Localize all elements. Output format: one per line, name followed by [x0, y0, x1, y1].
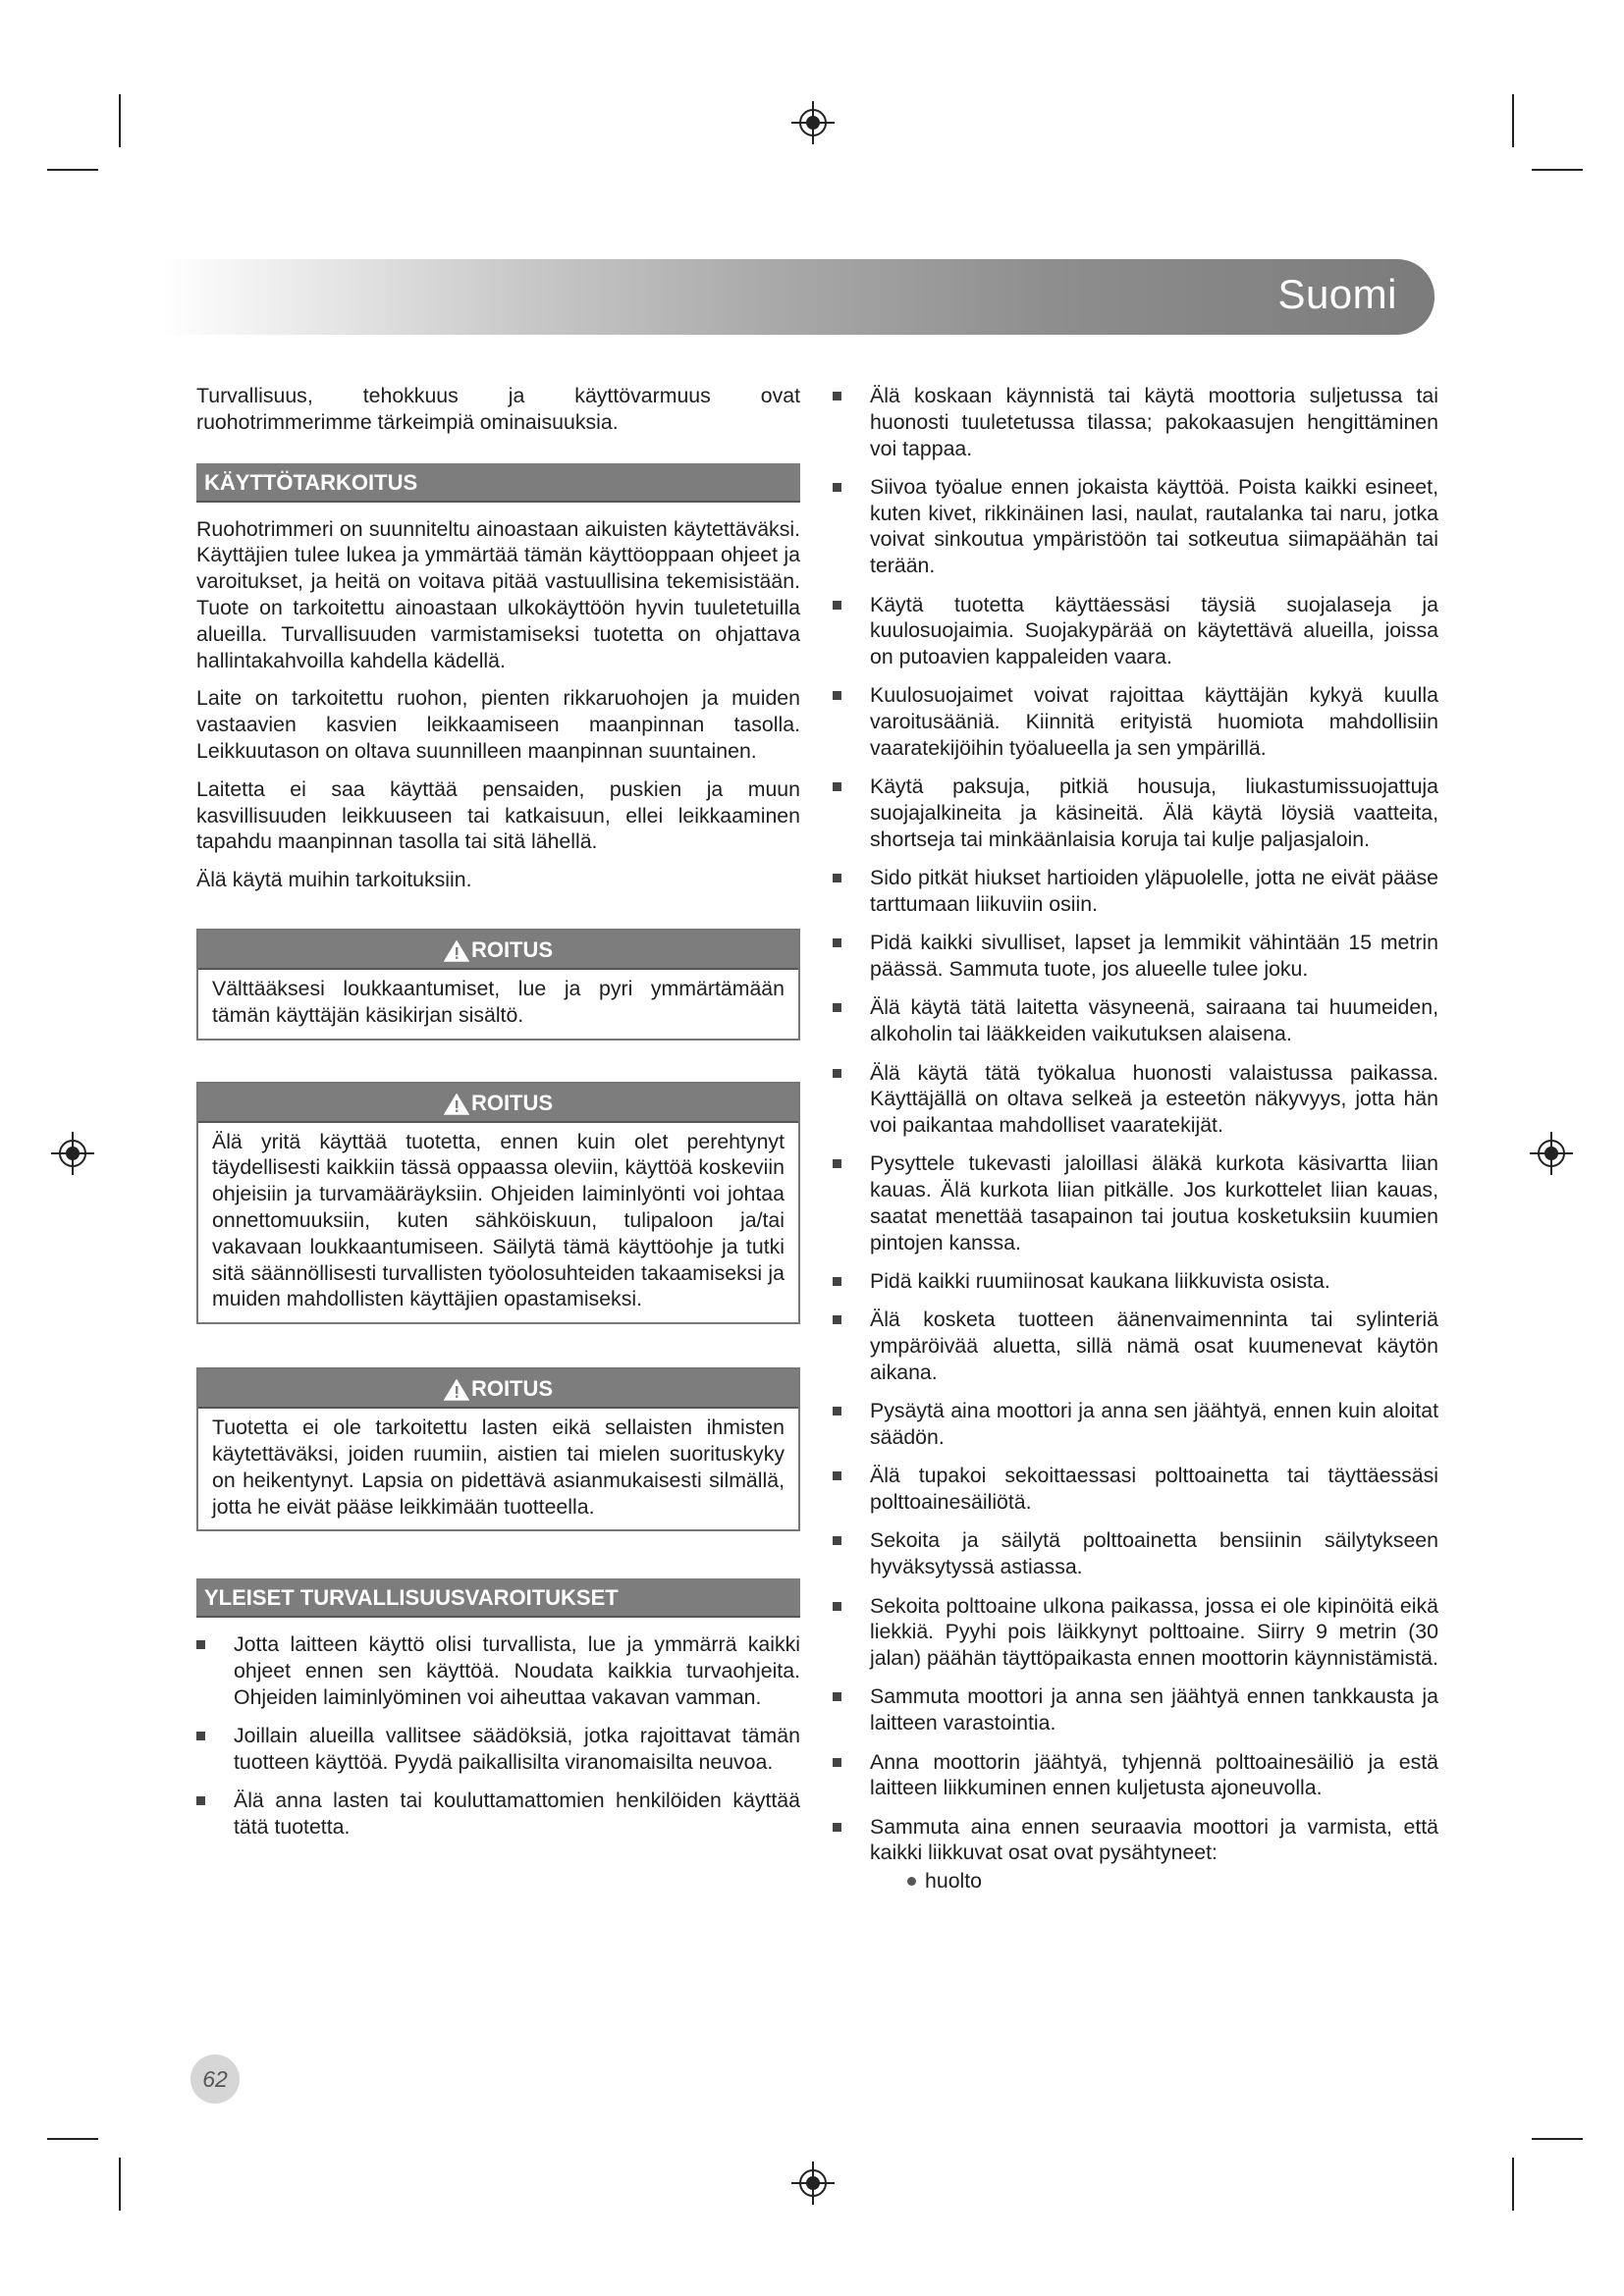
list-item: Kuulosuojaimet voivat rajoittaa käyttäjän kykyä kuulla varoitusääniä. Kiinnitä erityistä huomiota mahdollisiin vaaratekijöihin työalueella ja sen ympärillä. — [833, 682, 1438, 761]
list-item: Käytä paksuja, pitkiä housuja, liukastumissuojattuja suojajalkineita ja käsineitä. Älä käytä löysiä vaatteita, shortseja tai minkäänlaisia koruja tai kulje paljasjaloin. — [833, 774, 1438, 852]
list-item: Pidä kaikki sivulliset, lapset ja lemmikit vähintään 15 metrin päässä. Sammuta tuote, jos alueelle tulee joku. — [833, 930, 1438, 983]
right-column — [833, 383, 1438, 1907]
language-title: Suomi — [1277, 271, 1397, 317]
list-item: Sekoita polttoaine ulkona paikassa, jossa ei ole kipinöitä eikä liekkiä. Pyyhi pois läikkynyt polttoaine. Siirry 9 metrin (30 jalan) päähän täyttöpaikasta ennen moottorin käynnistämistä. — [833, 1593, 1438, 1672]
registration-mark-icon — [1530, 1132, 1573, 1175]
page-number: 62 — [190, 2055, 240, 2104]
crop-mark — [47, 2138, 98, 2140]
warning-header — [198, 931, 798, 970]
crop-mark — [47, 169, 98, 171]
crop-mark — [1512, 2158, 1514, 2211]
purpose-paragraph: Älä käytä muihin tarkoituksiin. — [196, 868, 472, 892]
general-warnings-list-right — [833, 383, 1438, 1895]
list-item: Sammuta moottori ja anna sen jäähtyä ennen tankkausta ja laitteen varastointia. — [833, 1683, 1438, 1736]
crop-mark — [119, 94, 121, 147]
crop-mark — [1512, 94, 1514, 147]
list-item: Pysäytä aina moottori ja anna sen jäähtyä, ennen kuin aloitat säädön. — [833, 1398, 1438, 1451]
warning-label: ROITUS — [470, 936, 554, 962]
warning-box — [196, 1082, 800, 1325]
warning-header — [198, 1084, 798, 1123]
crop-mark — [1532, 2138, 1583, 2140]
list-item: Älä tupakoi sekoittaessasi polttoainetta tai täyttäessäsi polttoainesäiliötä. — [833, 1463, 1438, 1516]
purpose-paragraph: Laite on tarkoitettu ruohon, pienten rikkaruohojen ja muiden vastaavien kasvien leikkaamiseen maanpinnan tasolla. Leikkuutason on oltava suunnilleen maanpinnan suuntainen. — [196, 686, 800, 763]
list-item — [833, 1814, 1438, 1895]
warning-triangle-icon — [444, 1379, 469, 1401]
list-item: Älä kosketa tuotteen äänenvaimenninta tai sylinteriä ympäröivää aluetta, sillä nämä osat kuumenevat käytön aikana. — [833, 1307, 1438, 1385]
warning-triangle-icon — [444, 940, 469, 962]
list-item: Joillain alueilla vallitsee säädöksiä, jotka rajoittavat tämän tuotteen käyttöä. Pyydä paikallisilta viranomaisilta neuvoa. — [196, 1723, 800, 1776]
list-item-text: Sammuta aina ennen seuraavia moottori ja varmista, että kaikki liikkuvat osat ovat pysähtyneet: — [870, 1814, 1438, 1865]
warning-box — [196, 1367, 800, 1531]
left-column — [196, 383, 800, 1852]
list-item: Pidä kaikki ruumiinosat kaukana liikkuvista osista. — [833, 1268, 1438, 1295]
sub-list — [870, 1868, 1438, 1895]
registration-mark-icon — [791, 2162, 835, 2205]
list-item: Älä koskaan käynnistä tai käytä moottoria suljetussa tai huonosti tuuletetussa tilassa; pakokaasujen hengittäminen voi tappaa. — [833, 383, 1438, 461]
language-banner — [162, 259, 1435, 335]
warning-text: Välttääksesi loukkaantumiset, lue ja pyri ymmärtämään tämän käyttäjän käsikirjan sisältö. — [212, 976, 785, 1027]
purpose-heading: KÄYTTÖTARKOITUS — [196, 463, 800, 503]
purpose-paragraph: Laitetta ei saa käyttää pensaiden, puskien ja muun kasvillisuuden leikkuuseen tai katkaisuun, ellei leikkaaminen tapahdu maanpinnan tasolla tai sitä lähellä. — [196, 776, 800, 854]
warning-label: ROITUS — [470, 1376, 554, 1402]
list-item: Pysyttele tukevasti jaloillasi äläkä kurkota käsivartta liian kauas. Älä kurkota liian pitkälle. Jos kurkottelet liian kauas, saatat menettää tasapainon tai joutua kosketuksiin kuumien pintojen kanssa. — [833, 1150, 1438, 1255]
warning-triangle-icon — [444, 1094, 469, 1115]
list-item: Käytä tuotetta käyttäessäsi täysiä suojalaseja ja kuulosuojaimia. Suojakypärää on käytettävä alueilla, joissa on putoavien kappaleiden vaara. — [833, 592, 1438, 670]
list-item: Sido pitkät hiukset hartioiden yläpuolelle, jotta ne eivät pääse tarttumaan liikuviin osiin. — [833, 865, 1438, 918]
registration-mark-icon — [51, 1132, 94, 1175]
list-item: Älä käytä tätä laitetta väsyneenä, sairaana tai huumeiden, alkoholin tai lääkkeiden vaikutuksen alaisena. — [833, 994, 1438, 1047]
registration-mark-icon — [791, 101, 835, 144]
intro-paragraph: Turvallisuus, tehokkuus ja käyttövarmuus ovat ruohotrimmerimme tärkeimpiä ominaisuuksia. — [196, 384, 800, 434]
warning-header — [198, 1369, 798, 1409]
purpose-paragraph: Ruohotrimmeri on suunniteltu ainoastaan aikuisten käytettäväksi. Käyttäjien tulee lukea ja ymmärtää tämän käyttöoppaan ohjeet ja varoitukset, ja heitä on voitava pitää vastuullisina tekemisistään. Tuote on tarkoitettu ainoastaan ulkokäyttöön hyvin tuuletetuilla alueilla. Turvallisuuden varmistamiseksi tuotetta on ohjattava hallintakahvoilla kahdella kädellä. — [196, 516, 800, 672]
general-warnings-heading: YLEISET TURVALLISUUSVAROITUKSET — [196, 1578, 800, 1618]
crop-mark — [119, 2158, 121, 2211]
sub-list-item: huolto — [870, 1868, 1438, 1895]
warning-text: Tuotetta ei ole tarkoitettu lasten eikä sellaisten ihmisten käytettäväksi, joiden ruumiin, aistien tai mielen suorituskyky on heikentynyt. Lapsia on pidettävä asianmukaisesti silmällä, jotta he eivät pääse leikkimään tuotteella. — [212, 1415, 785, 1519]
general-warnings-list-left — [196, 1631, 800, 1841]
warning-text: Älä yritä käyttää tuotetta, ennen kuin olet perehtynyt täydellisesti kaikkiin tässä oppaassa oleviin, käyttöä koskeviin ohjeisiin ja turvamääräyksiin. Ohjeiden laiminlyönti voi johtaa onnettomuuksiin, kuten sähköiskuun, tulipaloon ja/tai vakavaan loukkaantumiseen. Säilytä tämä käyttöohje ja tutki sitä säännöllisesti turvallisten työolosuhteiden takaamiseksi ja muiden mahdollisten käyttäjien opastamiseksi. — [212, 1129, 785, 1311]
list-item: Älä anna lasten tai kouluttamattomien henkilöiden käyttää tätä tuotetta. — [196, 1788, 800, 1841]
warning-box — [196, 929, 800, 1041]
list-item: Jotta laitteen käyttö olisi turvallista, lue ja ymmärrä kaikki ohjeet ennen sen käyttöä. Noudata kaikkia turvaohjeita. Ohjeiden laiminlyöminen voi aiheuttaa vakavan vamman. — [196, 1631, 800, 1710]
list-item: Sekoita ja säilytä polttoainetta bensiinin säilytykseen hyväksytyssä astiassa. — [833, 1527, 1438, 1580]
warning-label: ROITUS — [470, 1090, 554, 1115]
crop-mark — [1532, 169, 1583, 171]
list-item: Siivoa työalue ennen jokaista käyttöä. Poista kaikki esineet, kuten kivet, rikkinäinen lasi, naulat, rautalanka tai naru, jotka voivat sinkoutua ympäristöön tai sotkeutua siimapäähän tai terään. — [833, 474, 1438, 579]
list-item: Älä käytä tätä työkalua huonosti valaistussa paikassa. Käyttäjällä on oltava selkeä ja esteetön näkyvyys, jotta hän voi paikantaa mahdolliset vaaratekijät. — [833, 1060, 1438, 1139]
list-item: Anna moottorin jäähtyä, tyhjennä polttoainesäiliö ja estä laitteen liikkuminen ennen kuljetusta ajoneuvolla. — [833, 1749, 1438, 1802]
